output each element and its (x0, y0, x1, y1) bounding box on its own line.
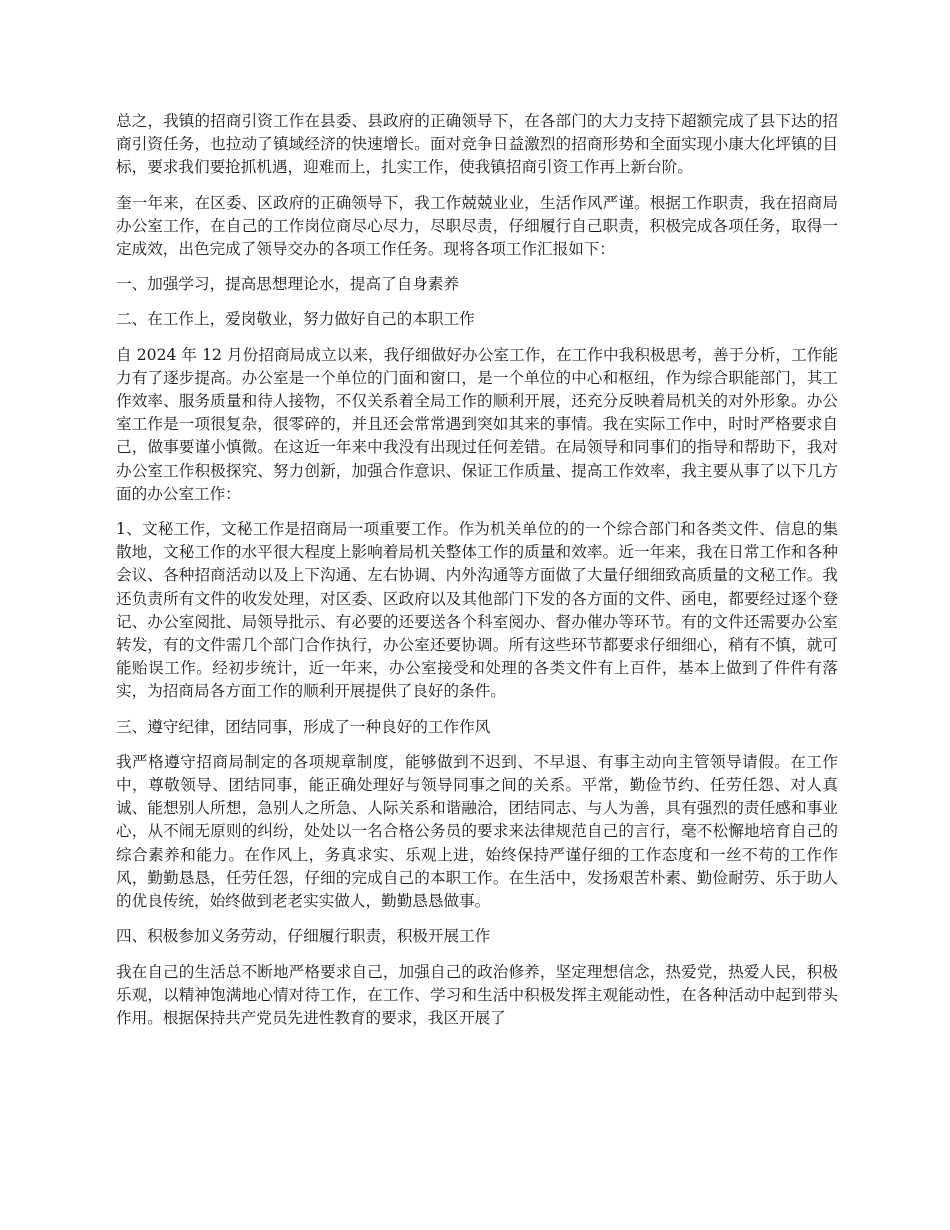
paragraph-secretarial-work: 1、文秘工作，文秘工作是招商局一项重要工作。作为机关单位的的一个综合部门和各类文件、信息的集散地，文秘工作的水平很大程度上影响着局机关整体工作的质量和效率。近一年来，我在日常工作和各种会议、各种招商活动以及上下沟通、左右协调、内外沟通等方面做了大量仔细细致高质量的文秘工作。我还负责所有文件的收发处理，对区委、区政府以及其他部门下发的各方面的文件、函电，都要经过逐个登记、办公室阅批、局领导批示、有必要的还要送各个科室阅办、督办催办等环节。有的文件还需要办公室转发，有的文件需几个部门合作执行，办公室还要协调。所有这些环节都要求仔细细心，稍有不慎，就可能贻误工作。经初步统计，近一年来，办公室接受和处理的各类文件有上百件，基本上做到了件件有落实，为招商局各方面工作的顺利开展提供了良好的条件。 (116, 520, 838, 701)
section-heading-4: 四、积极参加义务劳动，仔细履行职责，积极开展工作 (116, 927, 491, 946)
document-body (116, 110, 838, 1042)
paragraph-intro: 奎一年来，在区委、区政府的正确领导下，我工作兢兢业业，生活作风严谨。根据工作职责，我在招商局办公室工作，在自己的工作岗位商尽心尽力，尽职尽责，仔细履行自己职责，积极完成各项任务，取得一定成效，出色完成了领导交办的各项工作任务。现将各项工作汇报如下： (116, 193, 838, 259)
paragraph-discipline: 我严格遵守招商局制定的各项规章制度，能够做到不迟到、不早退、有事主动向主管领导请假。在工作中，尊敬领导、团结同事，能正确处理好与领导同事之间的关系。平常，勤俭节约、任劳任怨、对人真诚、能想别人所想，急别人之所急、人际关系和谐融洽，团结同志、与人为善，具有强烈的责任感和事业心，从不闹无原则的纠纷，处处以一名合格公务员的要求来法律规范自己的言行，毫不松懈地培育自己的综合素养和能力。在作风上，务真求实、乐观上进，始终保持严谨仔细的工作态度和一丝不苟的工作作风，勤勤恳恳，任劳任怨，仔细的完成自己的本职工作。在生活中，发扬艰苦朴素、勤俭耐劳、乐于助人的优良传统，始终做到老老实实做人，勤勤恳恳做事。 (116, 752, 838, 911)
section-heading-2: 二、在工作上，爱岗敬业，努力做好自己的本职工作 (116, 310, 475, 329)
section-heading-1: 一、加强学习，提高思想理论水，提高了自身素养 (116, 275, 460, 294)
paragraph-office-work: 自 2024 年 12 月份招商局成立以来，我仔细做好办公室工作，在工作中我积极思考，善于分析，工作能力有了逐步提高。办公室是一个单位的门面和窗口，是一个单位的中心和枢纽，作为综合职能部门，其工作效率、服务质量和待人接物，不仅关系着全局工作的顺利开展，还充分反映着局机关的对外形象。办公室工作是一项很复杂，很零碎的，并且还会常常遇到突如其来的事情。我在实际工作中，时时严格要求自己，做事要谨小慎微。在这近一年来中我没有出现过任何差错。在局领导和同事们的指导和帮助下，我对办公室工作积极探究、努力创新，加强合作意识、保证工作质量、提高工作效率，我主要从事了以下几方面的办公室工作： (116, 345, 838, 503)
section-heading-3: 三、遵守纪律，团结同事，形成了一种良好的工作作风 (116, 717, 491, 736)
paragraph-volunteer: 我在自己的生活总不断地严格要求自己，加强自己的政治修养，坚定理想信念，热爱党，热爱人民，积极乐观，以精神饱满地心情对待工作，在工作、学习和生活中积极发挥主观能动性，在各种活动中起到带头作用。根据保持共产党员先进性教育的要求，我区开展了 (116, 962, 838, 1027)
paragraph-summary: 总之，我镇的招商引资工作在县委、县政府的正确领导下，在各部门的大力支持下超额完成了县下达的招商引资任务，也拉动了镇域经济的快速增长。面对竞争日益激烈的招商形势和全面实现小康大化坪镇的目标，要求我们要抢抓机遇，迎难而上，扎实工作，使我镇招商引资工作再上新台阶。 (116, 112, 838, 177)
